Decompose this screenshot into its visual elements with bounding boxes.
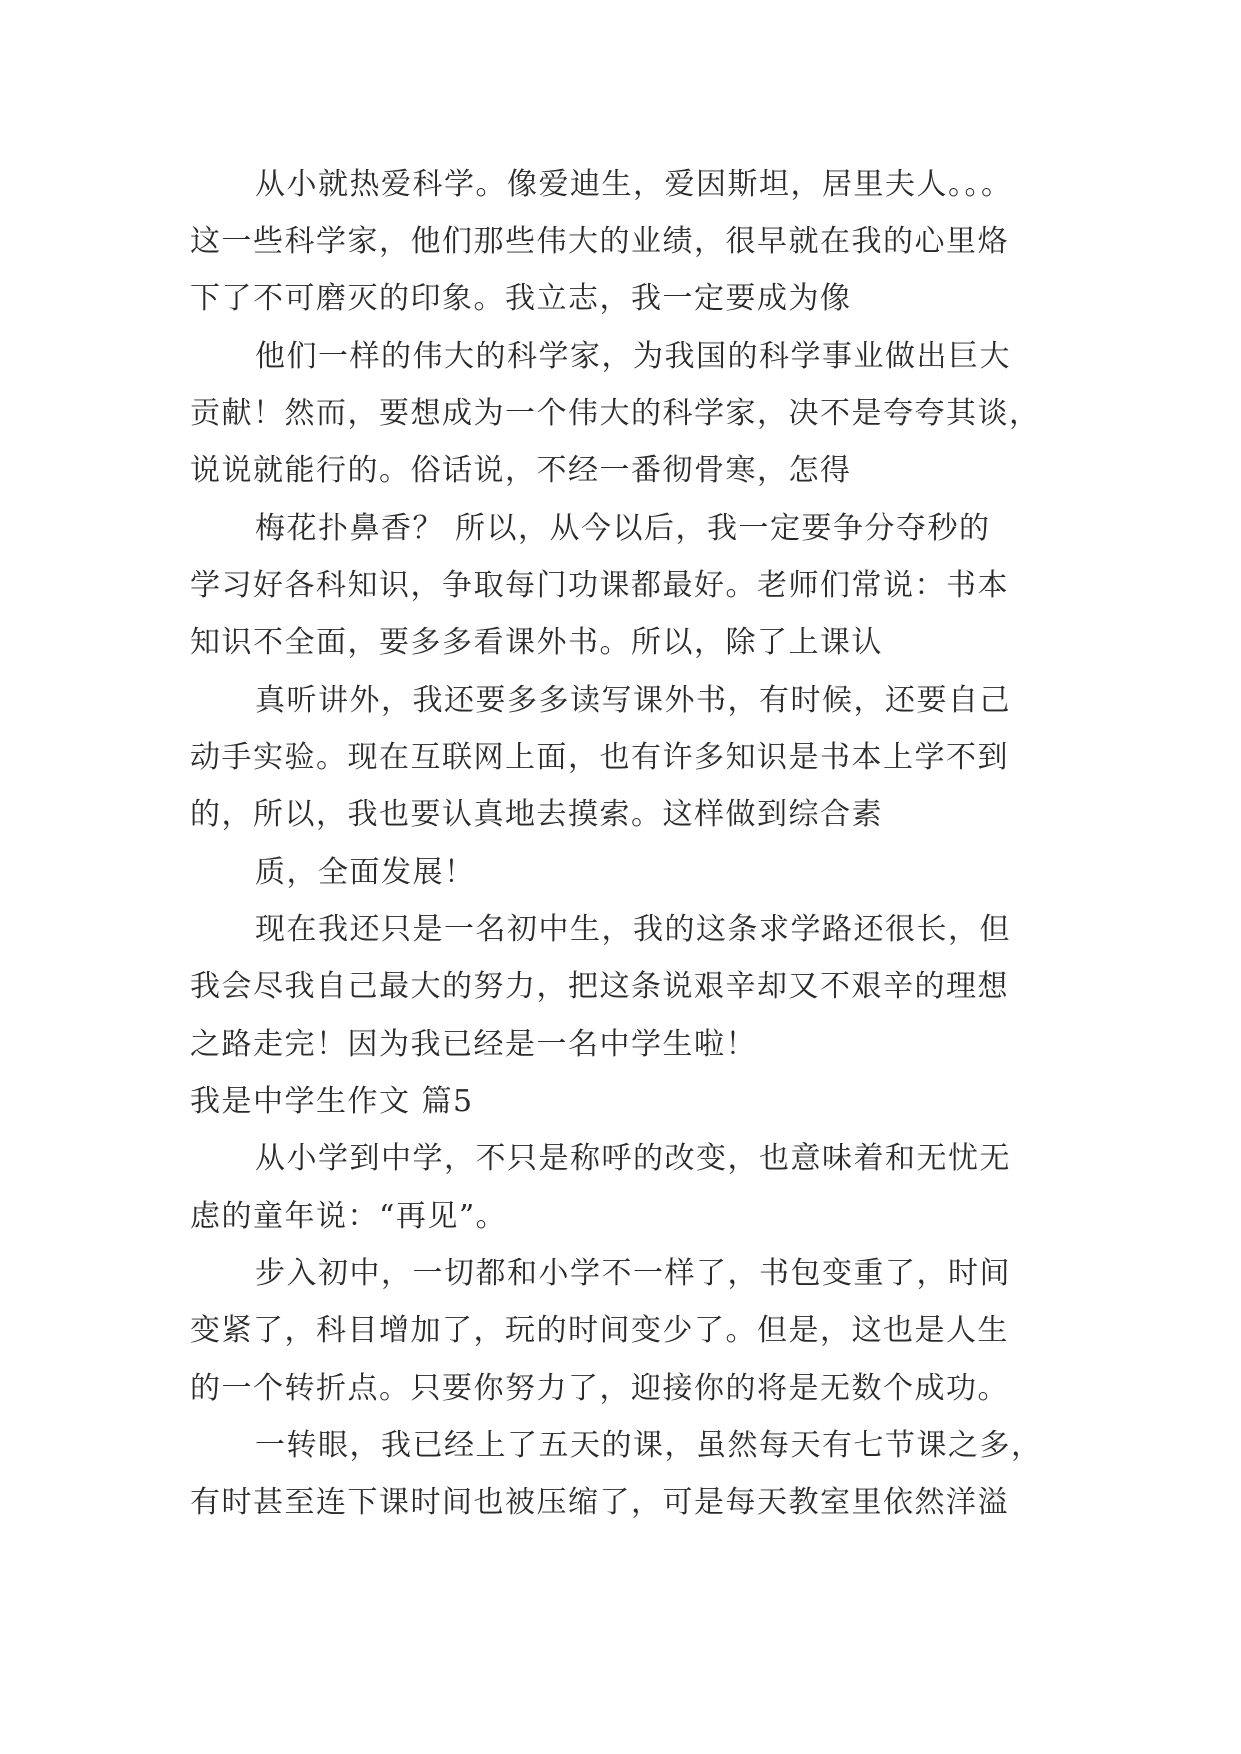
paragraph-line: 他们一样的伟大的科学家，为我国的科学事业做出巨大 — [255, 339, 1011, 374]
paragraph-line: 之路走完！因为我已经是一名中学生啦！ — [190, 1027, 757, 1062]
paragraph-line: 质，全面发展！ — [255, 855, 476, 890]
paragraph-line: 我会尽我自己最大的努力，把这条说艰辛却又不艰辛的理想 — [190, 969, 1009, 1004]
paragraph-line: 说说就能行的。俗话说，不经一番彻骨寒，怎得 — [190, 453, 852, 488]
paragraph-line: 这一些科学家，他们那些伟大的业绩，很早就在我的心里烙 — [190, 224, 1009, 259]
paragraph-line: 动手实验。现在互联网上面，也有许多知识是书本上学不到 — [190, 740, 1009, 775]
paragraph-line: 的，所以，我也要认真地去摸索。这样做到综合素 — [190, 797, 883, 832]
paragraph-line: 的一个转折点。只要你努力了，迎接你的将是无数个成功。 — [190, 1371, 1009, 1406]
paragraph-line: 贡献！然而，要想成为一个伟大的科学家，决不是夸夸其谈， — [190, 396, 1041, 431]
paragraph-line: 梅花扑鼻香？ 所以，从今以后，我一定要争分夺秒的 — [255, 511, 991, 546]
paragraph-line: 虑的童年说：“再见”。 — [190, 1199, 508, 1234]
section-heading: 我是中学生作文 篇5 — [190, 1084, 474, 1119]
paragraph-line: 下了不可磨灭的印象。我立志，我一定要成为像 — [190, 281, 852, 316]
paragraph-line: 从小学到中学，不只是称呼的改变，也意味着和无忧无 — [255, 1141, 1011, 1176]
paragraph-line: 一转眼，我已经上了五天的课，虽然每天有七节课之多， — [255, 1428, 1043, 1463]
paragraph-line: 学习好各科知识，争取每门功课都最好。老师们常说：书本 — [190, 568, 1009, 603]
paragraph-line: 现在我还只是一名初中生，我的这条求学路还很长，但 — [255, 912, 1011, 947]
paragraph-line: 真听讲外，我还要多多读写课外书，有时候，还要自己 — [255, 683, 1011, 718]
paragraph-line: 变紧了，科目增加了，玩的时间变少了。但是，这也是人生 — [190, 1313, 1009, 1348]
paragraph-line: 从小就热爱科学。像爱迪生，爱因斯坦，居里夫人。。。 — [255, 167, 1013, 202]
paragraph-line: 步入初中，一切都和小学不一样了，书包变重了，时间 — [255, 1256, 1011, 1291]
paragraph-line: 有时甚至连下课时间也被压缩了，可是每天教室里依然洋溢 — [190, 1485, 1009, 1520]
paragraph-line: 知识不全面，要多多看课外书。所以，除了上课认 — [190, 625, 883, 660]
